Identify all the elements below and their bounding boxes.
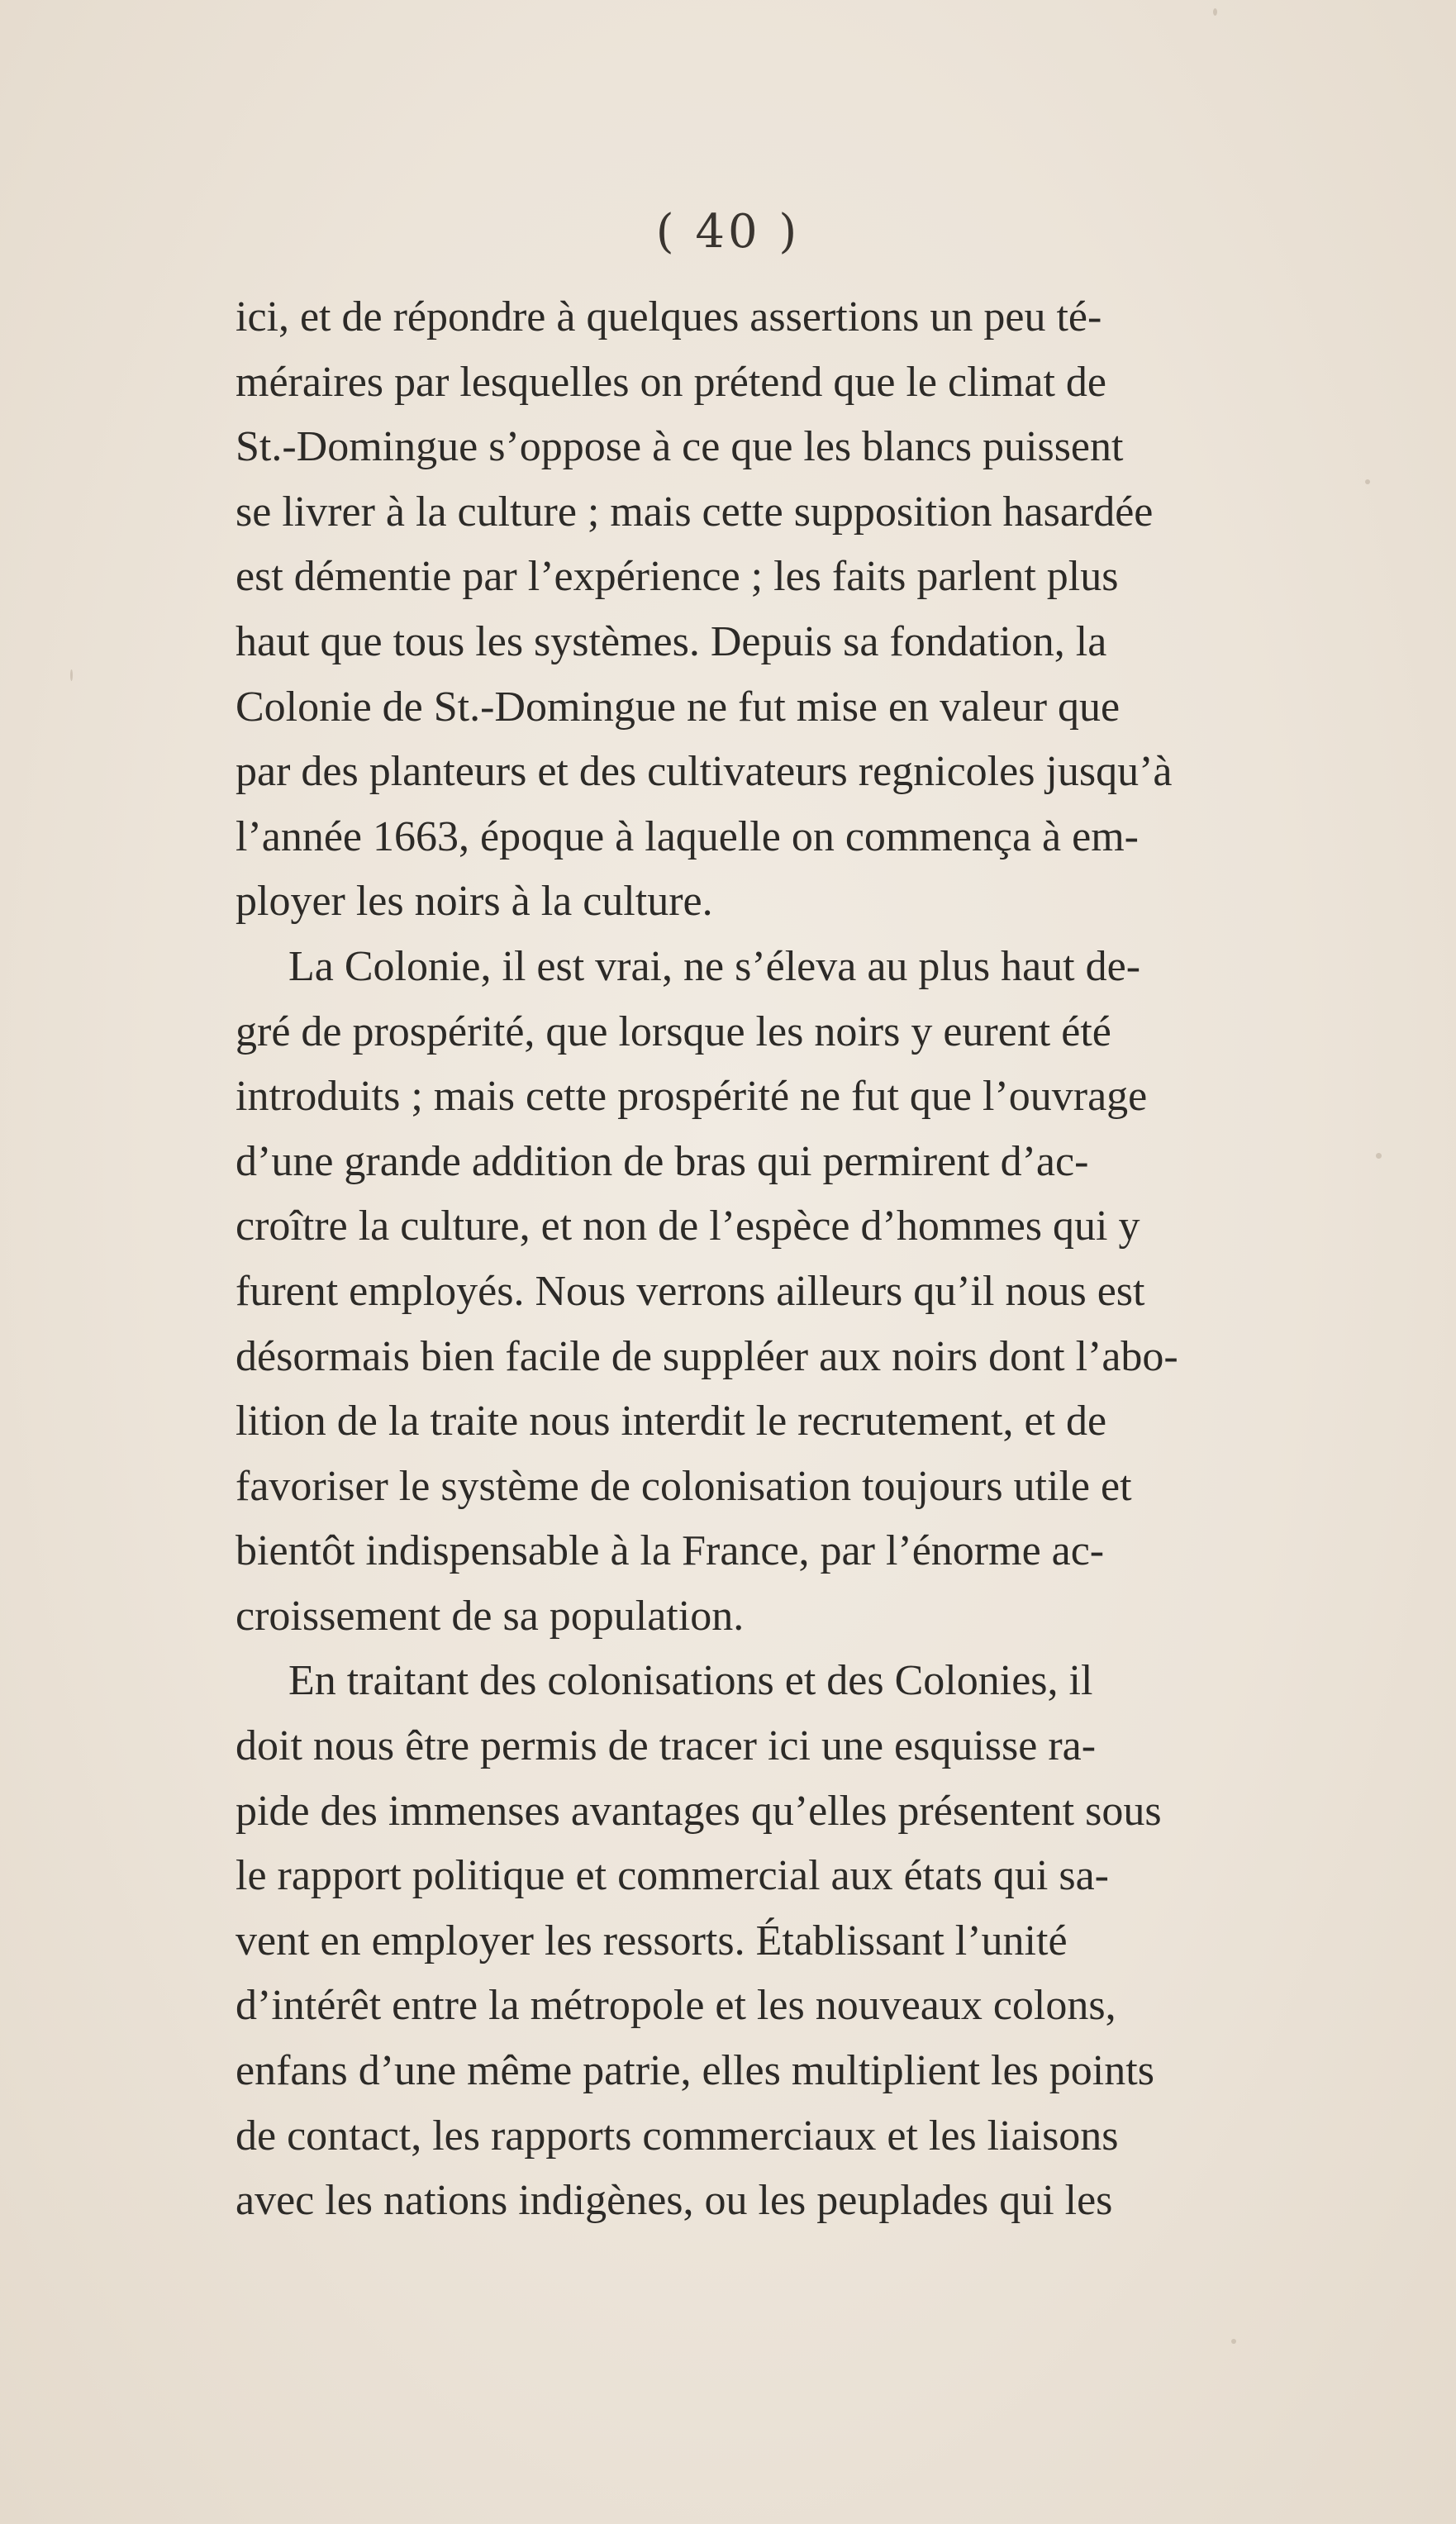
paper-speck xyxy=(1365,479,1370,484)
text-line: croissement de sa population. xyxy=(236,1592,745,1640)
text-line: est démentie par l’expérience ; les faits parlent plus xyxy=(236,553,1119,601)
text-line: le rapport politique et commercial aux états qui sa- xyxy=(236,1852,1109,1900)
text-line: furent employés. Nous verrons ailleurs qu’il nous est xyxy=(236,1267,1145,1315)
text-line: méraires par lesquelles on prétend que le climat de xyxy=(236,358,1107,406)
text-line: enfans d’une même patrie, elles multiplient les points xyxy=(236,2047,1154,2095)
text-line: vent en employer les ressorts. Établissant l’unité xyxy=(236,1917,1068,1964)
text-line: St.-Domingue s’oppose à ce que les blancs puissent xyxy=(236,423,1124,471)
paragraph-start-line: La Colonie, il est vrai, ne s’éleva au plus haut de- xyxy=(288,942,1141,990)
text-line: désormais bien facile de suppléer aux noirs dont l’abo- xyxy=(236,1332,1178,1380)
text-line: croître la culture, et non de l’espèce d’hommes qui y xyxy=(236,1202,1140,1250)
text-line: gré de prospérité, que lorsque les noirs y eurent été xyxy=(236,1007,1111,1055)
text-line: avec les nations indigènes, ou les peuplades qui les xyxy=(236,2177,1113,2225)
page-number: ( 40 ) xyxy=(655,205,801,259)
text-line: d’intérêt entre la métropole et les nouveaux colons, xyxy=(236,1982,1116,2030)
paper-speck xyxy=(1213,8,1217,16)
text-line: d’une grande addition de bras qui permirent d’ac- xyxy=(236,1137,1089,1185)
paper-speck xyxy=(70,669,73,681)
paragraph-start-line: En traitant des colonisations et des Colonies, il xyxy=(288,1657,1093,1705)
text-line: se livrer à la culture ; mais cette supposition hasardée xyxy=(236,488,1154,536)
text-line: Colonie de St.-Domingue ne fut mise en valeur que xyxy=(236,683,1121,731)
paper-speck xyxy=(1231,2339,1236,2344)
text-line: bientôt indispensable à la France, par l’énorme ac- xyxy=(236,1527,1105,1575)
text-line: ployer les noirs à la culture. xyxy=(236,878,713,926)
text-line: pide des immenses avantages qu’elles présentent sous xyxy=(236,1787,1162,1835)
text-line: doit nous être permis de tracer ici une esquisse ra- xyxy=(236,1722,1097,1770)
text-line: lition de la traite nous interdit le recrutement, et de xyxy=(236,1398,1107,1445)
paper-speck xyxy=(1376,1153,1382,1159)
body-text xyxy=(236,285,1343,2234)
text-line: l’année 1663, époque à laquelle on commença à em- xyxy=(236,812,1139,860)
text-line: favoriser le système de colonisation toujours utile et xyxy=(236,1462,1132,1510)
text-line: haut que tous les systèmes. Depuis sa fondation, la xyxy=(236,617,1107,665)
text-line: ici, et de répondre à quelques assertions un peu té- xyxy=(236,293,1102,341)
text-line: de contact, les rapports commerciaux et les liaisons xyxy=(236,2112,1119,2160)
text-line: par des planteurs et des cultivateurs regnicoles jusqu’à xyxy=(236,748,1173,796)
text-line: introduits ; mais cette prospérité ne fut que l’ouvrage xyxy=(236,1073,1148,1121)
